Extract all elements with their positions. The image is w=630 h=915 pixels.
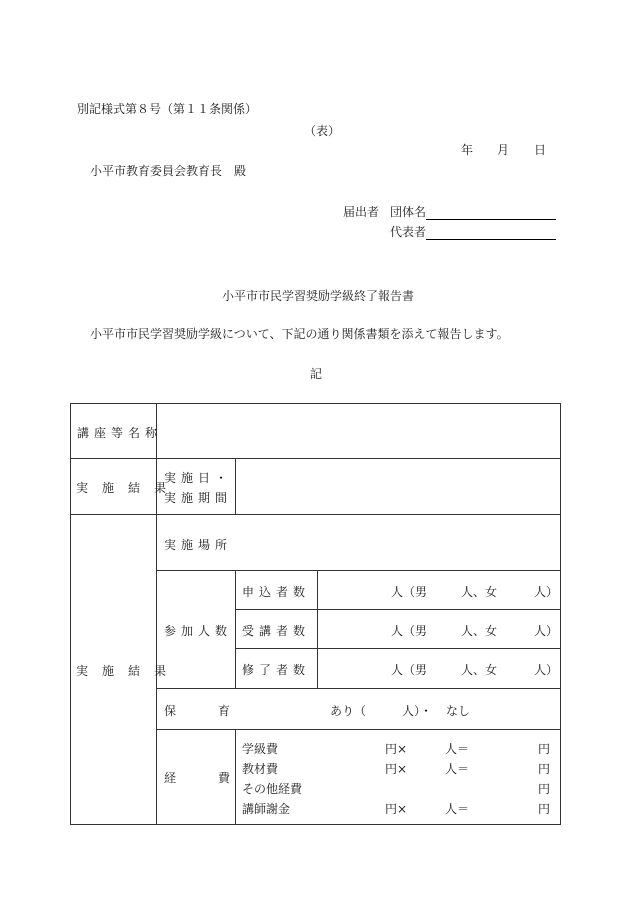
completers-close: 人） bbox=[534, 663, 559, 677]
grid-line bbox=[317, 570, 318, 688]
childcare-no: なし bbox=[446, 704, 471, 718]
expense-total: 円 bbox=[538, 742, 551, 756]
expense-name: 学級費 bbox=[242, 742, 279, 756]
expense-yen: 円× bbox=[385, 762, 408, 776]
form-number: 別記様式第８号（第１１条関係） bbox=[77, 102, 258, 116]
rep-field[interactable] bbox=[426, 226, 556, 240]
grid-line bbox=[235, 458, 236, 514]
expense-total: 円 bbox=[538, 762, 551, 776]
org-name-row bbox=[390, 203, 556, 220]
expense-yen: 円× bbox=[385, 742, 408, 756]
expense-label-1: 経 bbox=[164, 771, 177, 785]
side-label: （表） bbox=[304, 124, 341, 138]
applicants-label: 申込者数 bbox=[242, 585, 311, 599]
grid-line bbox=[70, 514, 561, 515]
applicants-male: 人（男 bbox=[391, 585, 428, 599]
rep-label: 代表者 bbox=[390, 225, 427, 239]
grid-line bbox=[235, 570, 236, 688]
childcare-close: 人）・ bbox=[402, 704, 433, 718]
attendees-female: 人、女 bbox=[461, 624, 498, 638]
attendees-male: 人（男 bbox=[391, 624, 428, 638]
grid-line bbox=[560, 403, 561, 825]
expense-person: 人＝ bbox=[445, 742, 470, 756]
grid-line bbox=[156, 570, 561, 571]
completers-male: 人（男 bbox=[391, 663, 428, 677]
result-label-2: 実施結果 bbox=[76, 664, 181, 678]
childcare-label-2: 育 bbox=[218, 704, 231, 718]
childcare-yes: あり（ bbox=[330, 704, 367, 718]
attendees-label: 受講者数 bbox=[242, 624, 311, 638]
grid-line bbox=[70, 824, 561, 825]
org-name-field[interactable] bbox=[426, 206, 556, 220]
submitter-label: 届出者 bbox=[343, 205, 380, 219]
grid-line bbox=[70, 403, 561, 404]
grid-line bbox=[235, 609, 561, 610]
grid-line bbox=[235, 648, 561, 649]
date-label-1: 実施日・ bbox=[164, 471, 233, 485]
grid-line bbox=[235, 729, 236, 825]
expense-label-2: 費 bbox=[218, 771, 231, 785]
expense-name: その他経費 bbox=[242, 782, 303, 796]
applicants-female: 人、女 bbox=[461, 585, 498, 599]
expense-total: 円 bbox=[538, 802, 551, 816]
report-title: 小平市市民学習奨励学級終了報告書 bbox=[222, 289, 415, 303]
grid-line bbox=[156, 729, 561, 730]
addressee: 小平市教育委員会教育長 殿 bbox=[90, 164, 247, 178]
applicants-close: 人） bbox=[534, 585, 559, 599]
expense-person: 人＝ bbox=[445, 802, 470, 816]
course-name-label: 講座等名称 bbox=[77, 426, 163, 440]
attendees-close: 人） bbox=[534, 624, 559, 638]
grid-line bbox=[70, 403, 71, 825]
expense-person: 人＝ bbox=[445, 762, 470, 776]
expense-total: 円 bbox=[538, 782, 551, 796]
ki-label: 記 bbox=[310, 367, 323, 381]
grid-line bbox=[70, 458, 561, 459]
childcare-label-1: 保 bbox=[164, 704, 177, 718]
date-day: 日 bbox=[534, 143, 547, 157]
expense-name: 講師謝金 bbox=[242, 802, 291, 816]
participants-label: 参加人数 bbox=[164, 624, 233, 638]
expense-yen: 円× bbox=[385, 802, 408, 816]
completers-female: 人、女 bbox=[461, 663, 498, 677]
result-label: 実施結果 bbox=[76, 481, 181, 495]
expense-name: 教材費 bbox=[242, 762, 279, 776]
grid-line bbox=[156, 403, 157, 825]
venue-label: 実施場所 bbox=[164, 538, 233, 552]
grid-line bbox=[156, 688, 561, 689]
date-label-2: 実施期間 bbox=[164, 491, 233, 505]
date-year: 年 bbox=[461, 143, 474, 157]
date-month: 月 bbox=[497, 143, 510, 157]
completers-label: 修了者数 bbox=[242, 663, 311, 677]
rep-row bbox=[390, 223, 556, 240]
org-name-label: 団体名 bbox=[390, 205, 427, 219]
intro-text: 小平市市民学習奨励学級について、下記の通り関係書類を添えて報告します。 bbox=[90, 327, 509, 341]
